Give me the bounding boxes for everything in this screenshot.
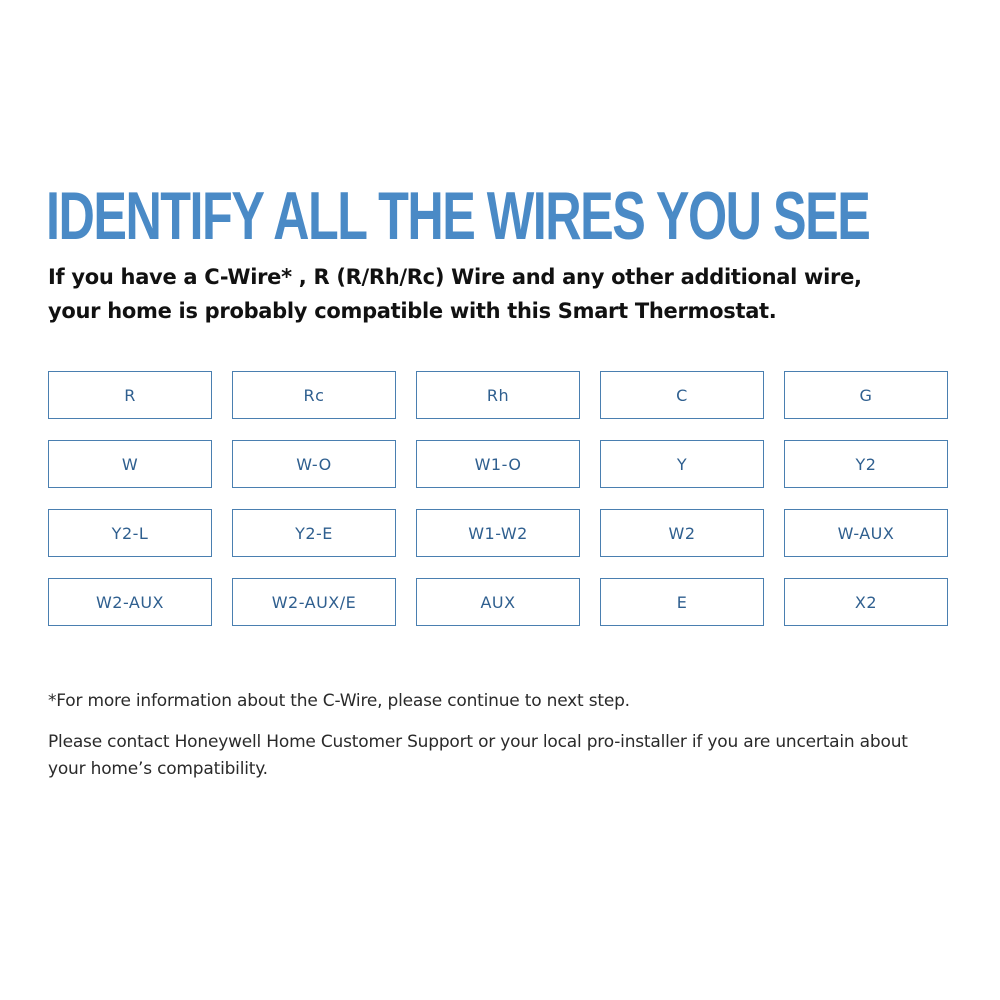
wire-label-w1-w2: W1-W2 <box>416 509 580 557</box>
wire-label-grid <box>48 371 948 626</box>
compatibility-subhead <box>48 260 968 328</box>
wire-label-c: C <box>600 371 764 419</box>
wire-label-w2: W2 <box>600 509 764 557</box>
wire-label-w: W <box>48 440 212 488</box>
wire-label-w-o: W-O <box>232 440 396 488</box>
wire-label-g: G <box>784 371 948 419</box>
wire-label-e: E <box>600 578 764 626</box>
wire-label-x2: X2 <box>784 578 948 626</box>
wire-label-rh: Rh <box>416 371 580 419</box>
wire-label-y2: Y2 <box>784 440 948 488</box>
wire-label-aux: AUX <box>416 578 580 626</box>
wire-label-y: Y <box>600 440 764 488</box>
c-wire-footnote: *For more information about the C-Wire, please continue to next step. <box>48 691 630 711</box>
wire-label-w-aux: W-AUX <box>784 509 948 557</box>
wire-label-r: R <box>48 371 212 419</box>
wire-label-w2-aux-e: W2-AUX/E <box>232 578 396 626</box>
subhead-line-1: If you have a C-Wire* , R (R/Rh/Rc) Wire and any other additional wire, <box>48 265 862 289</box>
wire-label-y2-e: Y2-E <box>232 509 396 557</box>
subhead-line-2: your home is probably compatible with this Smart Thermostat. <box>48 299 777 323</box>
wire-label-y2-l: Y2-L <box>48 509 212 557</box>
wire-label-w2-aux: W2-AUX <box>48 578 212 626</box>
support-contact-note: Please contact Honeywell Home Customer Support or your local pro-installer if you are uncertain about your home’s compatibility. <box>48 732 908 779</box>
wire-label-rc: Rc <box>232 371 396 419</box>
wire-label-w1-o: W1-O <box>416 440 580 488</box>
headline: IDENTIFY ALL THE WIRES YOU SEE <box>46 178 870 254</box>
